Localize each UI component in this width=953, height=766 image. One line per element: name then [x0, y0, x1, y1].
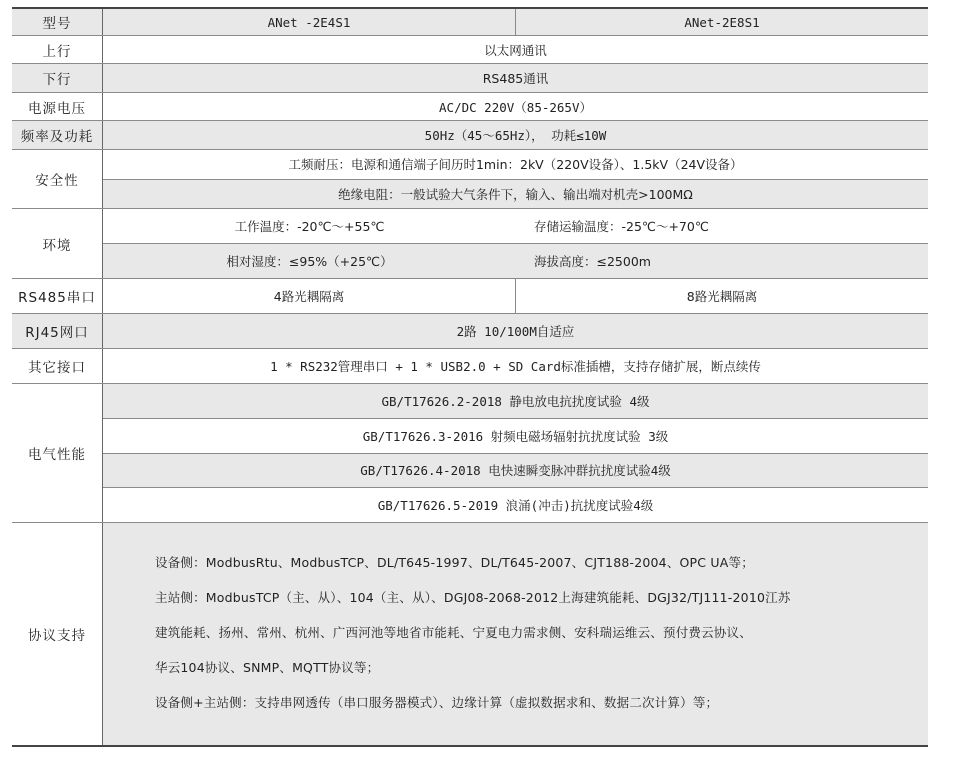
protocol-line-master-side-end: 华云104协议、SNMP、MQTT协议等； — [155, 660, 380, 675]
power-voltage-value: AC/DC 220V（85-265V） — [439, 99, 592, 115]
row-label: 环境 — [12, 209, 103, 278]
env-row-humidity — [103, 244, 928, 279]
freq-power-value: 50Hz（45～65Hz）， 功耗≤10W — [424, 128, 607, 143]
row-rj45 — [12, 314, 928, 349]
safety-insulation-resistance: 绝缘电阻：一般试验大气条件下，输入、输出端对机壳>100MΩ — [103, 180, 928, 209]
row-label: 下行 — [12, 64, 103, 92]
working-temperature: 工作温度：-20℃～+55℃ — [234, 218, 385, 234]
downlink-value: RS485通讯 — [482, 71, 549, 86]
storage-temperature: 存储运输温度：-25℃～+70℃ — [534, 218, 709, 234]
protocol-line-both-sides: 设备侧+主站侧：支持串网透传（串口服务器模式）、边缘计算（虚拟数据求和、数据二次计算）等； — [155, 695, 719, 710]
row-model — [12, 7, 928, 36]
protocol-support-text — [103, 523, 928, 745]
row-label: RS485串口 — [12, 279, 103, 313]
rs485-2e8s1: 8路光耦隔离 — [686, 289, 758, 304]
row-safety — [12, 150, 928, 209]
uplink-value: 以太网通讯 — [484, 42, 547, 58]
protocol-line-master-side: 主站侧：ModbusTCP（主、从）、104（主、从）、DGJ08-2068-2012上海建筑能耗、DGJ32/TJ111-2010江苏 — [155, 590, 791, 605]
emc-eft: GB/T17626.4-2018 电快速瞬变脉冲群抗扰度试验4级 — [103, 454, 928, 489]
spec-table — [12, 7, 928, 747]
altitude: 海拔高度：≤2500m — [534, 253, 651, 269]
row-other-ports — [12, 349, 928, 384]
row-label: 协议支持 — [12, 523, 103, 745]
rs485-2e4s1: 4路光耦隔离 — [103, 279, 516, 313]
safety-withstand-voltage: 工频耐压：电源和通信端子间历时1min：2kV（220V设备）、1.5kV（24V设备） — [103, 150, 928, 180]
row-protocol — [12, 523, 928, 747]
row-uplink — [12, 36, 928, 64]
other-ports-value: 1 * RS232管理串口 + 1 * USB2.0 + SD Card标准插槽，支持存储扩展，断点续传 — [270, 359, 761, 374]
row-rs485 — [12, 279, 928, 314]
row-label: 安全性 — [12, 150, 103, 208]
emc-surge: GB/T17626.5-2019 浪涌(冲击)抗扰度试验4级 — [103, 488, 928, 522]
row-label: RJ45网口 — [12, 314, 103, 348]
row-label: 电源电压 — [12, 93, 103, 120]
row-downlink — [12, 64, 928, 93]
model-2e4s1: ANet -2E4S1 — [103, 9, 516, 35]
rj45-value: 2路 10/100M自适应 — [456, 324, 575, 339]
row-label: 上行 — [12, 36, 103, 63]
row-label: 其它接口 — [12, 349, 103, 383]
protocol-line-master-side-cont: 建筑能耗、扬州、常州、杭州、广西河池等地省市能耗、宁夏电力需求侧、安科瑞运维云、预付费云协议、 — [155, 625, 752, 640]
row-label: 型号 — [12, 9, 103, 35]
row-electrical — [12, 384, 928, 523]
emc-radiated: GB/T17626.3-2016 射频电磁场辐射抗扰度试验 3级 — [103, 419, 928, 454]
model-2e8s1: ANet-2E8S1 — [684, 14, 760, 30]
relative-humidity: 相对湿度：≤95%（+25℃） — [226, 253, 393, 269]
row-label: 频率及功耗 — [12, 121, 103, 149]
emc-esd: GB/T17626.2-2018 静电放电抗扰度试验 4级 — [103, 384, 928, 419]
row-label: 电气性能 — [12, 384, 103, 522]
row-power-voltage — [12, 93, 928, 121]
protocol-line-device-side: 设备侧：ModbusRtu、ModbusTCP、DL/T645-1997、DL/T645-2007、CJT188-2004、OPC UA等； — [155, 555, 754, 570]
env-row-temperature — [103, 209, 928, 244]
row-freq-power — [12, 121, 928, 150]
row-environment — [12, 209, 928, 279]
